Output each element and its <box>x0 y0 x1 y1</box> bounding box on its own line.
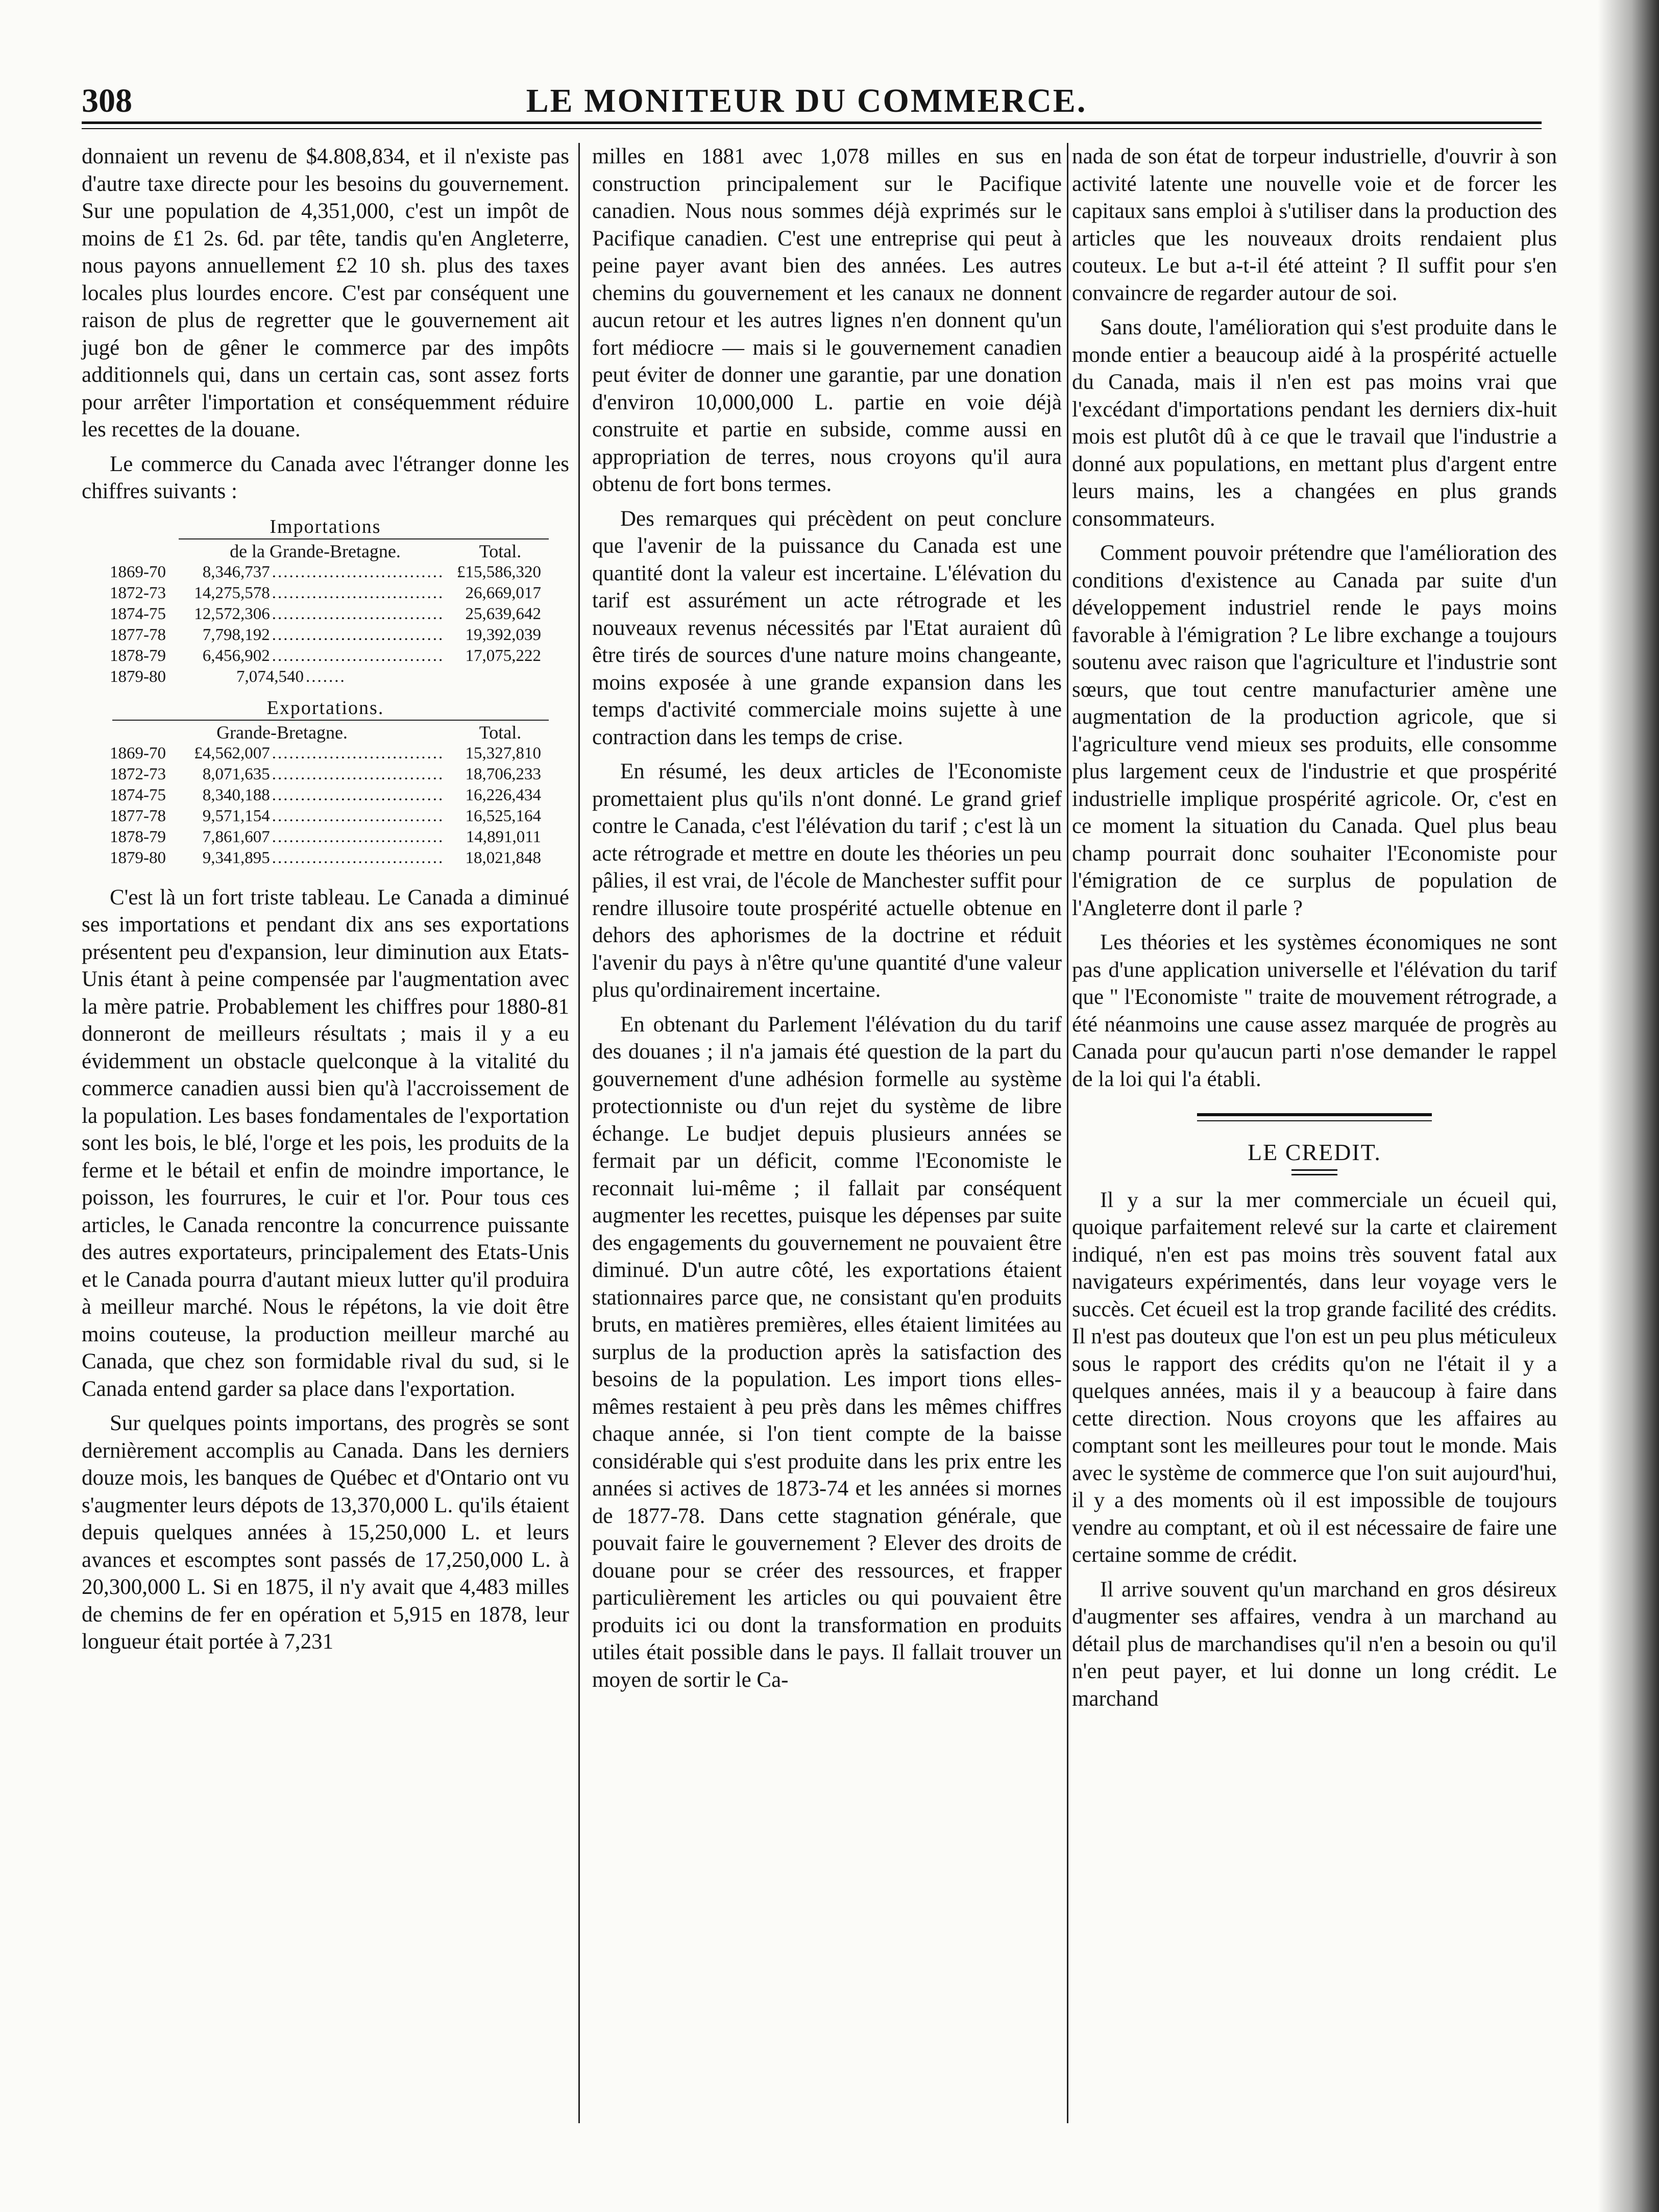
exports-table-header <box>112 720 549 743</box>
table-row <box>82 764 569 785</box>
paragraph: Les théories et les systèmes économiques ne sont pas d'une application universelle et l'élévation du tarif que " l'Economiste " traite de mouvement rétrograde, a été néanmoins une cause assez marquée de progrès au Canada pour qu'aucun parti n'ose demander le rappel de la loi qui l'a établi. <box>1072 930 1557 1091</box>
column-divider <box>1067 143 1068 2123</box>
journal-title: LE MONITEUR DU COMMERCE. <box>526 82 1087 119</box>
table-row <box>82 625 569 646</box>
paragraph: Sur quelques points importans, des progrès se sont dernièrement accomplis au Canada. Dans les derniers douze mois, les banques de Québec et d'Ontario ont vu s'augmenter leurs dépots de 13,370,000 L. qu'ils étaient depuis quelques années à 15,250,000 L. et leurs avances et escomptes sont passés de 17,250,000 L. à 20,300,000 L. Si en 1875, il n'y avait que 4,483 milles de chemins de fer en opération et 5,915 en 1878, leur longueur était portée à 7,231 <box>82 1411 569 1654</box>
gb-cell: 9,341,895 <box>202 848 270 867</box>
gb-cell: 8,340,188 <box>202 785 270 804</box>
dot-leader: .............................. <box>272 827 445 846</box>
exports-table-title: Exportations. <box>266 697 384 719</box>
year-cell: 1879-80 <box>110 848 166 867</box>
paragraph: donnaient un revenu de $4.808,834, et il n'existe pas d'autre taxe directe pour les besoins du gouvernement. Sur une population de 4,351,000, c'est un impôt de moins de £1 2s. 6d. par tête, tandis qu'en Angleterre, nous payons annuellement £2 10 sh. plus des taxes locales plus lourdes encore. C'est par conséquent une raison de plus de regretter que le gouvernement ait jugé bon de gêner le commerce par des impôts additionnels qui, dans un certain cas, sont assez forts pour arrêter l'importation et conséquemment réduire les recettes de la douane. <box>82 144 569 441</box>
gb-cell: 14,275,578 <box>194 583 270 602</box>
year-cell: 1869-70 <box>110 744 166 763</box>
gb-cell: 7,798,192 <box>202 625 270 644</box>
column-header: Total. <box>479 722 522 743</box>
column-header: de la Grande-Bretagne. <box>230 540 401 561</box>
total-cell: 17,075,222 <box>465 646 541 665</box>
column-3 <box>1072 143 1557 1719</box>
table-row <box>82 667 569 687</box>
title-underline <box>1291 1169 1337 1175</box>
dot-leader: .............................. <box>272 646 445 665</box>
paragraph: Le commerce du Canada avec l'étranger donne les chiffres suivants : <box>82 452 569 503</box>
total-cell: 26,669,017 <box>465 583 541 602</box>
gb-cell: 8,071,635 <box>202 765 270 783</box>
paragraph: Il y a sur la mer commerciale un écueil qui, quoique parfaitement relevé sur la carte et clairement indiqué, n'en est pas moins très souvent fatal aux navigateurs expérimentés, dans leur voyage vers le succès. Cet écueil est la trop grande facilité des crédits. Il n'est pas douteux que l'on est un peu plus méticuleux sous le rapport des crédits qu'on ne l'était il y a quelques années, mais il y a beaucoup à faire dans cette direction. Nous croyons que les affaires au comptant sont les meilleures pour tout le monde. Mais avec le système de commerce que l'on suit aujourd'hui, il y a des moments où il est impossible de toujours vendre au comptant, et où il est nécessaire de faire une certaine somme de crédit. <box>1072 1188 1557 1567</box>
total-cell: 16,226,434 <box>465 785 541 804</box>
year-cell: 1877-78 <box>110 806 166 825</box>
table-row <box>82 562 569 583</box>
table-row <box>82 848 569 869</box>
gb-cell: 7,074,540 <box>236 667 304 686</box>
year-cell: 1872-73 <box>110 765 166 783</box>
paragraph: Comment pouvoir prétendre que l'amélioration des conditions d'existence au Canada par suite d'un développement industriel rende le pays moins favorable à l'émigration ? Le libre exchange a toujours soutenu avec raison que l'agriculture et l'industrie sont sœurs, que tout centre manufacturier amène une augmentation de la production agricole, que si l'agriculture vend mieux ses produits, elle consomme plus largement ceux de l'industrie et que prospérité industrielle implique prospérité agricole. Or, c'est en ce moment la situation du Canada. Quel plus beau champ pourrait donc souhaiter l'Economiste pour l'émigration de ce surplus de population de l'Angleterre dont il parle ? <box>1072 541 1557 920</box>
paragraph: En résumé, les deux articles de l'Economiste promettaient plus qu'ils n'ont donné. Le grand grief contre le Canada, c'est l'élévation du tarif ; c'est là un acte rétrograde et mettre en doute les théories un peu pâlies, il est vrai, de l'école de Manchester suffit pour rendre illusoire toute prospérité actuelle obtenue en dehors des aphorismes de la doctrine et réduit l'avenir du pays à n'être qu'une quantité d'une valeur plus qu'ordinairement incertaine. <box>592 759 1062 1002</box>
year-cell: 1874-75 <box>110 785 166 804</box>
year-cell: 1874-75 <box>110 604 166 623</box>
column-header: Grande-Bretagne. <box>216 722 348 743</box>
column-divider <box>578 143 580 2123</box>
section-title: LE CREDIT. <box>1248 1139 1381 1165</box>
dot-leader: .............................. <box>272 604 445 623</box>
table-row <box>82 827 569 848</box>
paragraph: Il arrive souvent qu'un marchand en gros désireux d'augmenter ses affaires, vendra à un marchand au détail plus de marchandises qu'il n'en a besoin ou qu'il n'en peut payer, et lui donne un long crédit. Le marchand <box>1072 1577 1557 1711</box>
total-cell: 18,021,848 <box>465 848 541 867</box>
dot-leader: .............................. <box>272 744 445 763</box>
exports-rows <box>82 743 569 869</box>
gb-cell: 8,346,737 <box>202 562 270 581</box>
dot-leader: .............................. <box>272 625 445 644</box>
total-cell: 15,327,810 <box>465 744 541 763</box>
imports-table-header <box>179 538 549 562</box>
table-row <box>82 646 569 667</box>
page-number: 308 <box>82 82 132 119</box>
column-1 <box>82 143 569 1663</box>
year-cell: 1877-78 <box>110 625 166 644</box>
table-row <box>82 785 569 806</box>
year-cell: 1869-70 <box>110 562 166 581</box>
table-row <box>82 604 569 625</box>
gb-cell: £4,562,007 <box>194 744 270 763</box>
year-cell: 1878-79 <box>110 827 166 846</box>
gb-cell: 9,571,154 <box>202 806 270 825</box>
table-row <box>82 743 569 764</box>
total-cell <box>426 667 569 687</box>
dot-leader: .............................. <box>272 583 445 602</box>
paragraph: Sans doute, l'amélioration qui s'est produite dans le monde entier a beaucoup aidé à la prospérité actuelle du Canada, mais il n'en est pas moins vrai que l'excédant d'importations pendant les derniers dix-huit mois est plutôt dû à ce que le travail que l'industrie a donné aux populations, en mettant plus d'argent entre leurs mains, les a changées en plus grands consommateurs. <box>1072 315 1557 531</box>
total-cell: 25,639,642 <box>465 604 541 623</box>
paragraph: nada de son état de torpeur industrielle, d'ouvrir à son activité latente une nouvelle voie et de forcer les capitaux sans emploi à s'utiliser dans la production des articles que les nouveaux droits rendaient plus couteux. Le but a-t-il été atteint ? Il suffit pour s'en convaincre de regarder autour de soi. <box>1072 144 1557 305</box>
page-header <box>82 71 1531 128</box>
total-cell: £15,586,320 <box>457 562 541 581</box>
total-cell: 14,891,011 <box>466 827 541 846</box>
dot-leader: .............................. <box>272 562 445 581</box>
gb-cell: 7,861,607 <box>202 827 270 846</box>
paragraph: Des remarques qui précèdent on peut conclure que l'avenir de la puissance du Canada est une quantité dont la valeur est incertaine. L'élévation du tarif est assurément un acte rétrograde et les nouveaux revenus nécessités par l'Etat auraient dû être tirés de sources d'une nature moins changeante, moins exposée à une grande expansion dans les temps d'activité commerciale moins sujette à une contraction dans les temps de crise. <box>592 506 1062 749</box>
dot-leader: .............................. <box>272 848 445 867</box>
year-cell: 1878-79 <box>110 646 166 665</box>
dot-leader: .............................. <box>272 806 445 825</box>
table-row <box>82 806 569 827</box>
year-cell: 1872-73 <box>110 583 166 602</box>
paragraph: milles en 1881 avec 1,078 milles en sus en construction principalement sur le Pacifique canadien. Nous nous sommes déjà exprimés sur le Pacifique canadien. C'est une entreprise qui peut à peine payer avant bien des années. Les autres chemins du gouvernement et les canaux ne donnent aucun retour et les autres lignes n'en donnent qu'un fort médiocre — mais si le gouvernement canadien peut éviter de donner une garantie, par une donation d'environ 10,000,000 L. partie en voie déjà construite et partie en subside, comme aussi en appropriation de terres, nous croyons qu'il aura obtenu de fort bons termes. <box>592 144 1062 496</box>
column-2 <box>592 143 1062 1701</box>
table-row <box>82 583 569 604</box>
column-header: Total. <box>479 540 522 561</box>
gb-cell: 12,572,306 <box>194 604 270 623</box>
page-edge-shadow <box>1598 0 1659 2212</box>
imports-table-title: Importations <box>270 515 381 537</box>
paragraph: En obtenant du Parlement l'élévation du du tarif des douanes ; il n'a jamais été question de la part du gouvernement d'une adhésion formelle au système protectionniste ou d'un rejet du système de libre échange. Le budjet depuis plusieurs années se fermait par un déficit, comme l'Economiste le reconnait lui-même ; il fallait par conséquent augmenter les recettes, puisque les dépenses par suite des engagements du gouvernement ne pouvaient être diminué. D'un autre côté, les exportations étaient stationnaires parce que, ne consistant qu'en produits bruts, en matières premières, elles étaient limitées au surplus de la production après la satisfaction des besoins de la population. Les import tions elles-mêmes restaient à peu près dans les mêmes chiffres chaque année, si l'on tient compte de la baisse considérable qui s'est produite dans les prix entre les années si actives de 1873-74 et les années si mornes de 1877-78. Dans cette stagnation générale, que pouvait faire le gouvernement ? Elever des droits de douane pour se créer des ressources, et frapper particulièrement les articles ou qui pouvaient être produits ici ou dont la transformation en produits utiles était possible dans le pays. Il fallait trouver un moyen de sortir le Ca- <box>592 1012 1062 1692</box>
dot-leader: .............................. <box>272 785 445 804</box>
imports-table <box>82 517 569 869</box>
total-cell: 19,392,039 <box>465 625 541 644</box>
dot-leader: ....... <box>306 667 346 686</box>
gb-cell: 6,456,902 <box>202 646 270 665</box>
section-divider <box>1197 1113 1432 1121</box>
total-cell: 16,525,164 <box>465 806 541 825</box>
imports-rows <box>82 562 569 687</box>
total-cell: 18,706,233 <box>465 765 541 783</box>
paragraph: C'est là un fort triste tableau. Le Canada a diminué ses importations et pendant dix ans ses exportations présentent peu d'expansion, leur diminution aux Etats-Unis étant à peine compensée par l'augmentation avec la mère patrie. Probablement les chiffres pour 1880-81 donneront de meilleurs résultats ; mais il y a eu évidemment un obstacle quelconque à la vitalité du commerce canadien aussi bien qu'à l'accroissement de la population. Les bases fondamentales de l'exportation sont les bois, le blé, l'orge et les pois, les produits de la ferme et le bétail et enfin de moindre importance, le poisson, les fourrures, le cuir et l'or. Pour tous ces articles, le Canada rencontre la concurrence puissante des autres exportateurs, principalement des Etats-Unis et le Canada pourra d'autant mieux lutter qu'il produira à meilleur marché. Nous le répétons, la vie doit être moins couteuse, la production meilleur marché au Canada, que chez son formidable rival du sud, si le Canada entend garder sa place dans l'exportation. <box>82 885 569 1401</box>
header-rule <box>82 121 1542 129</box>
dot-leader: .............................. <box>272 765 445 783</box>
year-cell: 1879-80 <box>110 667 166 686</box>
